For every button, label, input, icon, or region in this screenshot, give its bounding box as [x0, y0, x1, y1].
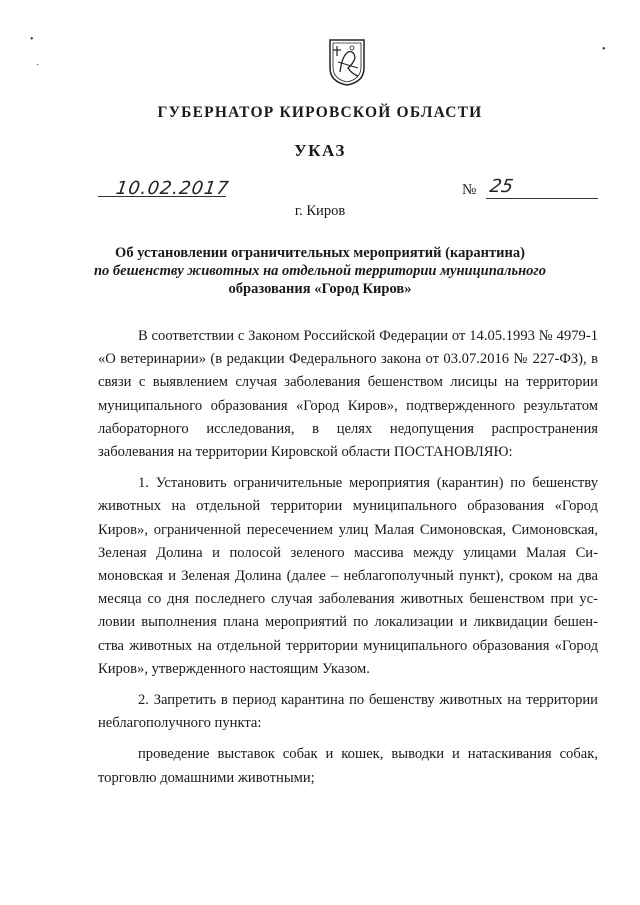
title-line-3: образования «Город Киров» [228, 281, 412, 297]
issuing-authority: ГУБЕРНАТОР КИРОВСКОЙ ОБЛАСТИ [157, 104, 483, 121]
handwritten-number: 25 [488, 176, 515, 197]
scan-speck: • [602, 44, 606, 55]
body-paragraph-item-2-sub: проведение выставок собак и кошек, выводки и натаскивания собак, торговлю домашними животными; [98, 746, 598, 786]
body-paragraph-item-1: 1. Установить ограничительные мероприятия (карантин) по бешенству животных на отдельной территории муниципального образования «Город Киров», ограниченной пересечением улиц Малая Симоновская, Симоновская, Зеленая Долина и полосой зеленого массива между улицами Малая Симоновская и Зеленая Долина (далее – неблагополучный пункт), сроком на два месяца со дня последнего случая заболевания животных бешенством при условии выполнения плана мероприятий по локализации и ликвидации бешенства животных на отдельной территории муниципального образования «Город Киров», утвержденного настоящим Указом. [98, 475, 598, 677]
title-line-1: Об установлении ограничительных мероприятий (карантина) [115, 245, 525, 261]
city-line: г. Киров [294, 203, 346, 219]
document-body [98, 325, 598, 798]
title-line-2: по бешенству животных на отдельной территории муниципального [93, 263, 546, 279]
scan-speck: · [36, 60, 40, 71]
number-sign: № [462, 182, 477, 198]
body-paragraph-preamble: В соответствии с Законом Российской Федерации от 14.05.1993 № 4979-1 «О ветеринарии» (в редакции Федерального закона от 03.07.2016 № 227-ФЗ), в связи с выявлением случая заболевания бешенством лисицы на территории муниципального образования «Город Киров», подтвержденного результатом лабораторного исследования, в целях недопущения распространения заболевания на территории Кировской области ПОСТАНОВЛЯЮ: [98, 328, 598, 461]
document-title [80, 244, 560, 298]
handwritten-date: 10.02.2017 [114, 178, 231, 199]
kirov-coat-of-arms-emblem [328, 38, 366, 86]
document-type: УКАЗ [294, 141, 346, 160]
body-paragraph-item-2: 2. Запретить в период карантина по бешенству животных на территории неблагополучного пункта: [98, 692, 598, 732]
number-underline [486, 198, 598, 199]
scan-speck: • [30, 34, 34, 45]
